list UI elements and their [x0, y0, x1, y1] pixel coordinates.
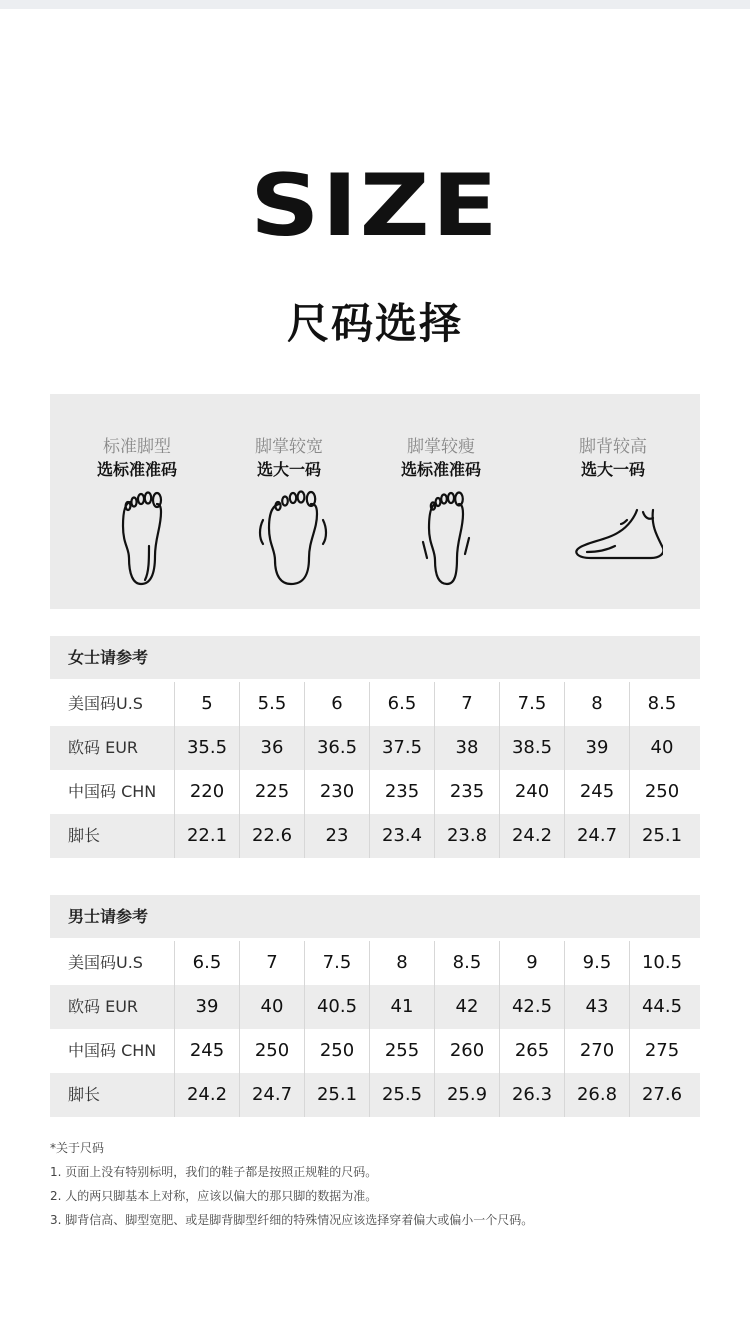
note-item: 2. 人的两只脚基本上对称，应该以偏大的那只脚的数据为准。: [50, 1189, 378, 1203]
note-item: 3. 脚背信高、脚型宽肥、或是脚背脚型纤细的特殊情况应该选择穿着偏大或偏小一个尺码。: [50, 1213, 534, 1227]
standard-foot-icon: [87, 486, 187, 586]
table-row-foot-length: [50, 814, 700, 858]
table-cell: 38.5: [499, 726, 564, 770]
row-label: 脚长: [68, 1085, 101, 1104]
table-cell: 25.1: [304, 1073, 369, 1117]
table-cell: 37.5: [369, 726, 434, 770]
table-row-eur: [50, 726, 700, 770]
table-cell: 39: [174, 985, 239, 1029]
table-cell: 25.9: [434, 1073, 499, 1117]
foot-advice-label: 选标准准码: [96, 460, 177, 479]
foot-type-label: 脚掌较瘦: [407, 437, 475, 457]
table-cell: 41: [369, 985, 434, 1029]
table-cell: 23.4: [369, 814, 434, 858]
size-title: SIZE: [250, 156, 500, 256]
table-cell: 8.5: [629, 682, 694, 726]
table-cell: 7: [434, 682, 499, 726]
table-cell: 250: [239, 1029, 304, 1073]
table-cell: 265: [499, 1029, 564, 1073]
row-label: 欧码 EUR: [68, 738, 139, 757]
table-cell: 9.5: [564, 941, 629, 985]
table-cell: 23.8: [434, 814, 499, 858]
table-cell: 7: [239, 941, 304, 985]
table-cell: 255: [369, 1029, 434, 1073]
table-cell: 24.2: [174, 1073, 239, 1117]
table-cell: 240: [499, 770, 564, 814]
table-cell: 5: [174, 682, 239, 726]
table-cell: 220: [174, 770, 239, 814]
table-cell: 26.8: [564, 1073, 629, 1117]
table-cell: 25.5: [369, 1073, 434, 1117]
table-cell: 235: [434, 770, 499, 814]
table-cell: 7.5: [304, 941, 369, 985]
table-cell: 22.6: [239, 814, 304, 858]
table-cell: 26.3: [499, 1073, 564, 1117]
table-cell: 40: [239, 985, 304, 1029]
table-row-chn: [50, 1029, 700, 1073]
table-cell: 8.5: [434, 941, 499, 985]
table-cell: 8: [369, 941, 434, 985]
table-cell: 24.2: [499, 814, 564, 858]
table-cell: 5.5: [239, 682, 304, 726]
table-cell: 7.5: [499, 682, 564, 726]
row-label: 美国码U.S: [68, 953, 143, 972]
table-cell: 44.5: [629, 985, 694, 1029]
table-cell: 270: [564, 1029, 629, 1073]
table-cell: 245: [564, 770, 629, 814]
table-header: 女士请参考: [50, 636, 700, 679]
note-item: 1. 页面上没有特别标明，我们的鞋子都是按照正规鞋的尺码。: [50, 1165, 378, 1179]
table-cell: 245: [174, 1029, 239, 1073]
table-cell: 230: [304, 770, 369, 814]
table-cell: 275: [629, 1029, 694, 1073]
top-bar: [0, 0, 750, 9]
women-size-table: [50, 636, 700, 858]
foot-type-label: 标准脚型: [103, 437, 171, 457]
row-label: 中国码 CHN: [68, 782, 157, 801]
table-cell: 36: [239, 726, 304, 770]
foot-type-label: 脚掌较宽: [255, 437, 323, 457]
table-row-us: [50, 682, 700, 726]
foot-type-guide: [50, 394, 700, 609]
table-cell: 6.5: [369, 682, 434, 726]
table-cell: 36.5: [304, 726, 369, 770]
page-subtitle: 尺码选择: [286, 299, 463, 348]
table-cell: 43: [564, 985, 629, 1029]
table-cell: 6.5: [174, 941, 239, 985]
table-cell: 6: [304, 682, 369, 726]
row-label: 欧码 EUR: [68, 997, 139, 1016]
foot-advice-label: 选大一码: [580, 460, 645, 479]
foot-advice-label: 选大一码: [256, 460, 321, 479]
table-cell: 25.1: [629, 814, 694, 858]
table-cell: 23: [304, 814, 369, 858]
table-cell: 24.7: [564, 814, 629, 858]
table-cell: 40.5: [304, 985, 369, 1029]
table-cell: 27.6: [629, 1073, 694, 1117]
wide-foot-icon: [239, 486, 339, 586]
row-label: 中国码 CHN: [68, 1041, 157, 1060]
table-cell: 22.1: [174, 814, 239, 858]
table-cell: 250: [304, 1029, 369, 1073]
table-cell: 24.7: [239, 1073, 304, 1117]
table-cell: 8: [564, 682, 629, 726]
table-header: 男士请参考: [50, 895, 700, 938]
table-cell: 225: [239, 770, 304, 814]
table-cell: 39: [564, 726, 629, 770]
notes-heading: *关于尺码: [50, 1141, 105, 1155]
men-size-table: [50, 895, 700, 1117]
table-cell: 35.5: [174, 726, 239, 770]
table-cell: 9: [499, 941, 564, 985]
foot-advice-label: 选标准准码: [400, 460, 481, 479]
narrow-foot-icon: [391, 486, 491, 586]
table-row-foot-length: [50, 1073, 700, 1117]
row-label: 脚长: [68, 826, 101, 845]
table-cell: 40: [629, 726, 694, 770]
table-row-chn: [50, 770, 700, 814]
table-row-us: [50, 941, 700, 985]
row-label: 美国码U.S: [68, 694, 143, 713]
table-cell: 42.5: [499, 985, 564, 1029]
table-cell: 42: [434, 985, 499, 1029]
size-notes: [50, 1136, 730, 1232]
table-cell: 260: [434, 1029, 499, 1073]
table-cell: 38: [434, 726, 499, 770]
table-cell: 10.5: [629, 941, 694, 985]
table-row-eur: [50, 985, 700, 1029]
table-cell: 235: [369, 770, 434, 814]
table-cell: 250: [629, 770, 694, 814]
high-instep-foot-icon: [563, 486, 663, 586]
foot-type-label: 脚背较高: [579, 437, 647, 457]
